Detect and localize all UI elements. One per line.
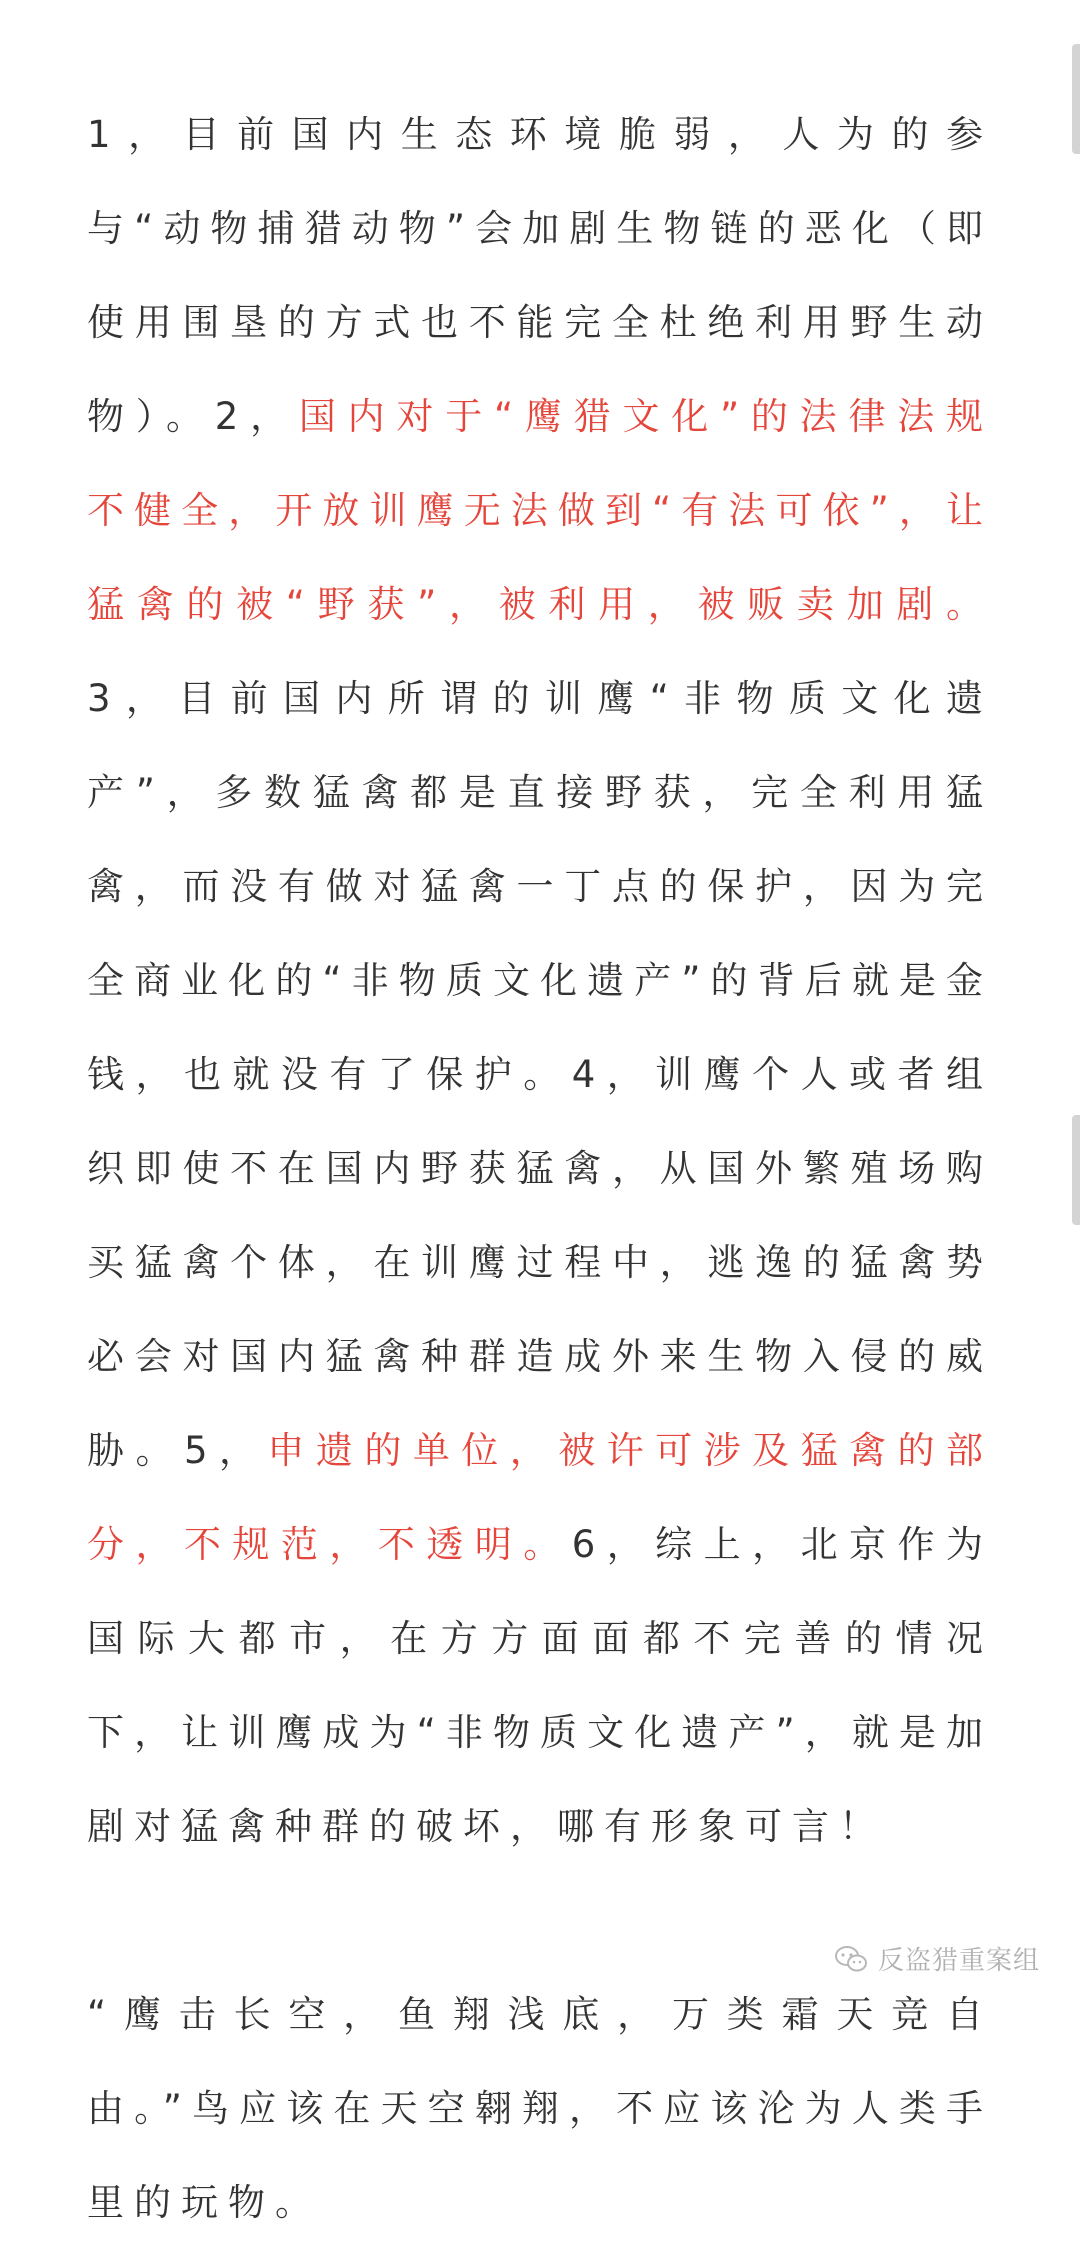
- article-paragraph-1: [87, 88, 993, 1874]
- highlighted-text: 国内对于“鹰猎文化”的法律法规不健全，开放训鹰无法做到“有法可依”，让猛禽的被“野获”，被利用，被贩卖加剧。: [87, 395, 993, 626]
- paragraph-text: 3，目前国内所谓的训鹰“非物质文化遗产”，多数猛禽都是直接野获，完全利用猛禽，而没有做对猛禽一丁点的保护，因为完全商业化的“非物质文化遗产”的背后就是金钱，也就没有了保护。4，训鹰个人或者组织即使不在国内野获猛禽，从国外繁殖场购买猛禽个体，在训鹰过程中，逃逸的猛禽势必会对国内猛禽种群造成外来生物入侵的威胁。5，: [87, 677, 993, 1472]
- watermark-label: 反盗猎重案组: [877, 1946, 1040, 1976]
- highlighted-text: 申遗的单位，被许可涉及猛禽的部分，不规范，不透明。: [87, 1429, 993, 1566]
- article-paragraph-2: “鹰击长空，鱼翔浅底，万类霜天竞自由。”鸟应该在天空翱翔，不应该沦为人类手里的玩物。: [87, 1993, 993, 2224]
- paragraph-text: 1，目前国内生态环境脆弱，人为的参与“动物捕猎动物”会加剧生物链的恶化（即使用围垦的方式也不能完全杜绝利用野生动物）。2，: [87, 113, 993, 438]
- wechat-icon: [834, 1945, 868, 1973]
- article-body: [87, 88, 993, 2250]
- scrollbar-thumb-secondary[interactable]: [1072, 1115, 1080, 1225]
- paragraph-text: 6，综上，北京作为国际大都市，在方方面面都不完善的情况下，让训鹰成为“非物质文化遗产”，就是加剧对猛禽种群的破坏，哪有形象可言！: [87, 1523, 994, 1848]
- watermark: [834, 1940, 1040, 1977]
- scrollbar-thumb[interactable]: [1072, 44, 1080, 154]
